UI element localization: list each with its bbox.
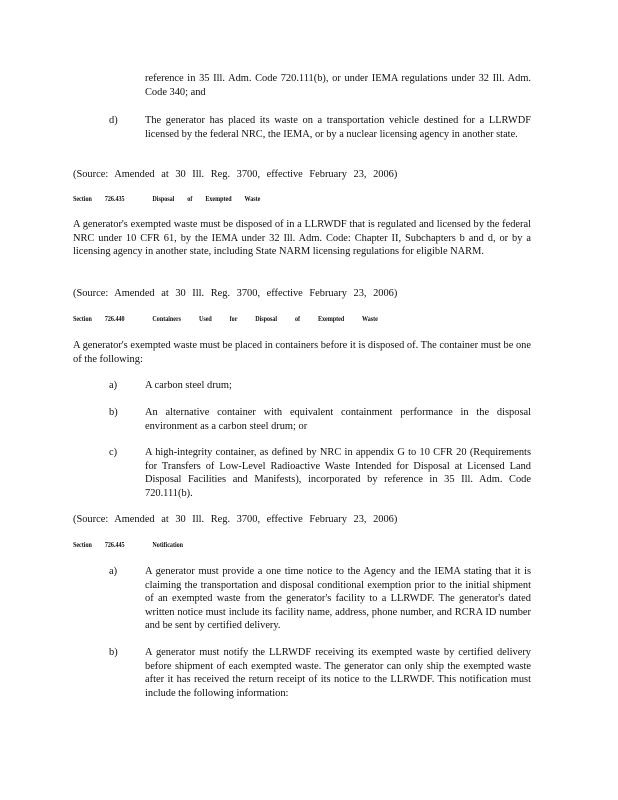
- section-440-paragraph: A generator's exempted waste must be placed in containers before it is disposed of. The container must be one of the following:: [73, 340, 531, 365]
- section-title: Notification: [152, 540, 184, 549]
- item-a-label: a): [109, 380, 118, 391]
- section-heading-445: [73, 540, 183, 549]
- section-title: Containers Used for Disposal of Exempted Waste: [152, 314, 378, 323]
- item-c-text: A high-integrity container, as defined by NRC in appendix G to 10 CFR 20 (Requirements for Transfers of Low-Level Radioactive Waste Intended for Disposal at Licensed Land Disposal Facilities and Manifests), incorporated by reference in 35 Ill. Adm. Code 720.111(b).: [145, 447, 531, 499]
- notification-item-a-text: A generator must provide a one time notice to the Agency and the IEMA stating that it is claiming the transportation and disposal conditional exemption prior to the initial shipment of an exempted waste from the generator's facility to a LLRWDF. The generator's dated written notice must include its facility name, address, phone number, and RCRA ID number and be sent by certified delivery.: [145, 566, 531, 632]
- source-note-1: (Source: Amended at 30 Ill. Reg. 3700, effective February 23, 2006): [73, 169, 398, 180]
- item-b-label: b): [109, 407, 118, 418]
- section-heading-435: [73, 194, 260, 203]
- section-number: Section 726.445: [73, 540, 125, 549]
- item-c-label: c): [109, 447, 118, 458]
- notification-item-b-text: A generator must notify the LLRWDF receiving its exempted waste by certified delivery before shipment of each exempted waste. The generator can only ship the exempted waste after it has received the return receipt of its notice to the LLRWDF. This notification must include the following information:: [145, 647, 531, 699]
- source-note-2: (Source: Amended at 30 Ill. Reg. 3700, effective February 23, 2006): [73, 288, 398, 299]
- section-number: Section 726.435: [73, 194, 125, 203]
- item-b-text: An alternative container with equivalent containment performance in the disposal environment as a carbon steel drum; or: [145, 407, 531, 432]
- section-heading-440: [73, 314, 378, 323]
- item-d-label: d): [109, 115, 118, 126]
- section-435-paragraph: A generator's exempted waste must be disposed of in a LLRWDF that is regulated and licensed by the federal NRC under 10 CFR 61, by the IEMA under 32 Ill. Adm. Code: Chapter II, Subchapters b and d, or by a licensing agency in another state, including State NARM licensing regulations for eligible NARM.: [73, 219, 531, 258]
- section-title: Disposal of Exempted Waste: [152, 194, 261, 203]
- notification-item-a-label: a): [109, 566, 118, 577]
- source-note-3: (Source: Amended at 30 Ill. Reg. 3700, effective February 23, 2006): [73, 514, 398, 525]
- item-d-text: The generator has placed its waste on a transportation vehicle destined for a LLRWDF licensed by the federal NRC, the IEMA, or by a nuclear licensing agency in another state.: [145, 115, 531, 140]
- notification-item-b-label: b): [109, 647, 118, 658]
- item-c-continuation: reference in 35 Ill. Adm. Code 720.111(b), or under IEMA regulations under 32 Ill. Adm. Code 340; and: [145, 73, 531, 98]
- section-number: Section 726.440: [73, 314, 125, 323]
- item-a-text: A carbon steel drum;: [145, 380, 232, 391]
